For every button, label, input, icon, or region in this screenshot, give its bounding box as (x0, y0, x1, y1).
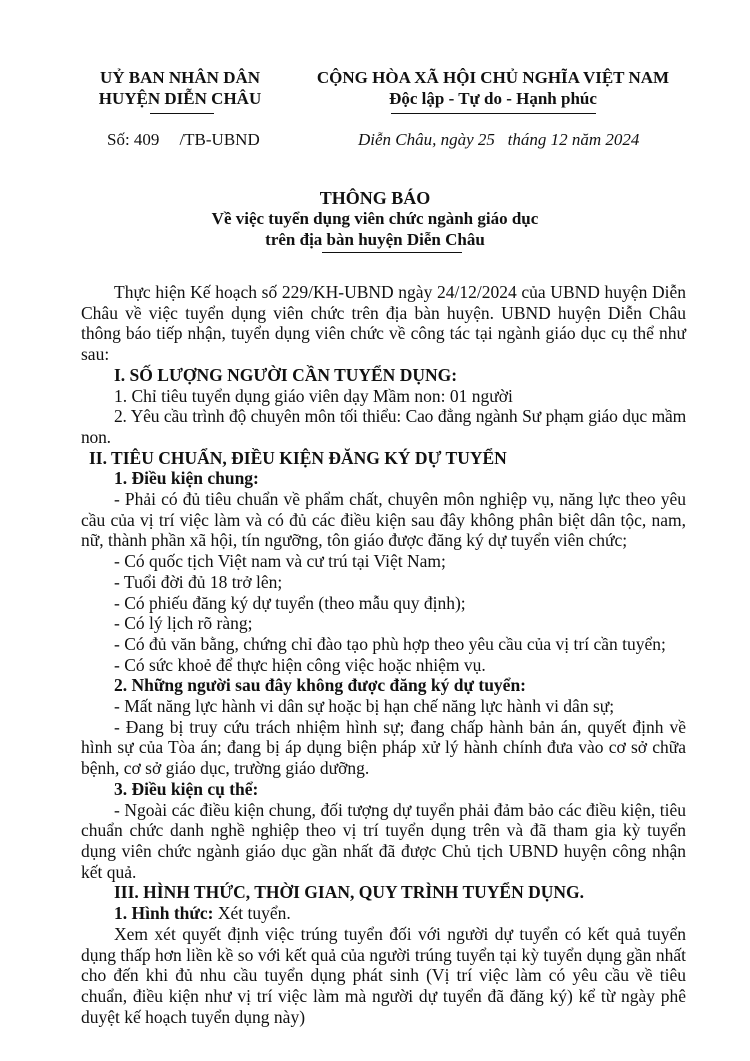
title-underline (322, 252, 462, 253)
motto-underline (391, 113, 596, 114)
section3-sub1-label: 1. Hình thức: (114, 903, 214, 924)
list-item: - Có sức khoẻ để thực hiện công việc hoặc nhiệm vụ. (114, 654, 486, 675)
section3-sub1 (81, 903, 686, 924)
document-number-prefix: Số: 409 (107, 130, 160, 149)
nation-motto: Độc lập - Tự do - Hạnh phúc (389, 89, 597, 108)
section2-sub3-heading: 3. Điều kiện cụ thể: (114, 778, 259, 799)
section3-heading: III. HÌNH THỨC, THỜI GIAN, QUY TRÌNH TUYỂN DỤNG. (114, 882, 584, 903)
document-title: THÔNG BÁO (319, 188, 431, 208)
list-item: - Có đủ văn bằng, chứng chỉ đào tạo phù hợp theo yêu cầu của vị trí cần tuyển; (114, 633, 666, 654)
document-number-suffix: /TB-UBND (179, 130, 260, 149)
list-item: - Có quốc tịch Việt nam và cư trú tại Việt Nam; (114, 551, 446, 572)
section2-sub2-item2: - Đang bị truy cứu trách nhiệm hình sự; đang chấp hành bản án, quyết định về hình sự của Tòa án; đang bị áp dụng biện pháp xử lý hành chính đưa vào cơ sở chữa bệnh, cơ sở giáo dục, trường giáo dưỡng. (81, 716, 686, 779)
agency-underline (150, 113, 214, 114)
section3-sub1-value: Xét tuyển. (213, 903, 291, 924)
list-item: - Có lý lịch rõ ràng; (114, 613, 253, 634)
list-item: - Có phiếu đăng ký dự tuyển (theo mẫu quy định); (114, 592, 466, 613)
intro-paragraph: Thực hiện Kế hoạch số 229/KH-UBND ngày 24/12/2024 của UBND huyện Diễn Châu về việc tuyển dụng viên chức trên địa bàn huyện. UBND huyện Diễn Châu thông báo tiếp nhận, tuyển dụng viên chức về công tác tại ngành giáo dục cụ thể như sau: (81, 282, 686, 365)
document-subtitle-line2: trên địa bàn huyện Diễn Châu (265, 230, 485, 249)
agency-name-line1: UỶ BAN NHÂN DÂN (99, 68, 261, 87)
section2-sub3-paragraph: - Ngoài các điều kiện chung, đối tượng dự tuyển phải đảm bảo các điều kiện, tiêu chuẩn chức danh nghề nghiệp theo vị trí tuyển dụng trên và đã tham gia kỳ tuyển dụng viên chức ngành giáo dục gần nhất đã được Chủ tịch UBND huyện công nhận kết quả. (81, 799, 686, 882)
agency-name-line2: HUYỆN DIỄN CHÂU (98, 89, 262, 108)
section2-sub2-item1: - Mất năng lực hành vi dân sự hoặc bị hạn chế năng lực hành vi dân sự; (114, 696, 615, 717)
section1-heading: I. SỐ LƯỢNG NGƯỜI CẦN TUYỂN DỤNG: (114, 364, 458, 385)
section2-sub1-paragraph: - Phải có đủ tiêu chuẩn về phẩm chất, chuyên môn nghiệp vụ, năng lực theo yêu cầu của vị trí việc làm và có đủ các điều kiện sau đây không phân biệt dân tộc, nam, nữ, thành phần xã hội, tín ngưỡng, tôn giáo được đăng ký dự tuyển viên chức; (81, 489, 686, 551)
section3-sub1-paragraph: Xem xét quyết định việc trúng tuyển đối với người dự tuyển có kết quả tuyển dụng thấp hơn liền kề so với kết quả của người trúng tuyển tại kỳ tuyển dụng gần nhất cho đến khi đủ nhu cầu tuyển dụng phát sinh (Vị trí việc làm có yêu cầu về tiêu chuẩn, điều kiện như vị trí việc làm mà người dự tuyển đã đăng ký) kể từ ngày phê duyệt kế hoạch tuyển dụng này) (81, 923, 686, 1027)
list-item: - Tuổi đời đủ 18 trở lên; (114, 571, 283, 592)
section2-sub2-heading: 2. Những người sau đây không được đăng ký dự tuyển: (114, 675, 527, 696)
document-subtitle-line1: Về việc tuyển dụng viên chức ngành giáo dục (211, 209, 539, 228)
section2-heading: II. TIÊU CHUẨN, ĐIỀU KIỆN ĐĂNG KÝ DỰ TUYỂN (89, 447, 507, 468)
section2-sub1-heading: 1. Điều kiện chung: (114, 468, 259, 489)
section1-item1: 1. Chỉ tiêu tuyển dụng giáo viên dạy Mầm non: 01 người (114, 385, 513, 406)
section1-item2: 2. Yêu cầu trình độ chuyên môn tối thiểu: Cao đẳng ngành Sư phạm giáo dục mầm non. (81, 406, 686, 447)
document-number (107, 130, 260, 150)
document-body (81, 282, 686, 1027)
nation-name: CỘNG HÒA XÃ HỘI CHỦ NGHĨA VIỆT NAM (316, 68, 670, 87)
place-date: Diễn Châu, ngày 25 tháng 12 năm 2024 (358, 130, 640, 149)
